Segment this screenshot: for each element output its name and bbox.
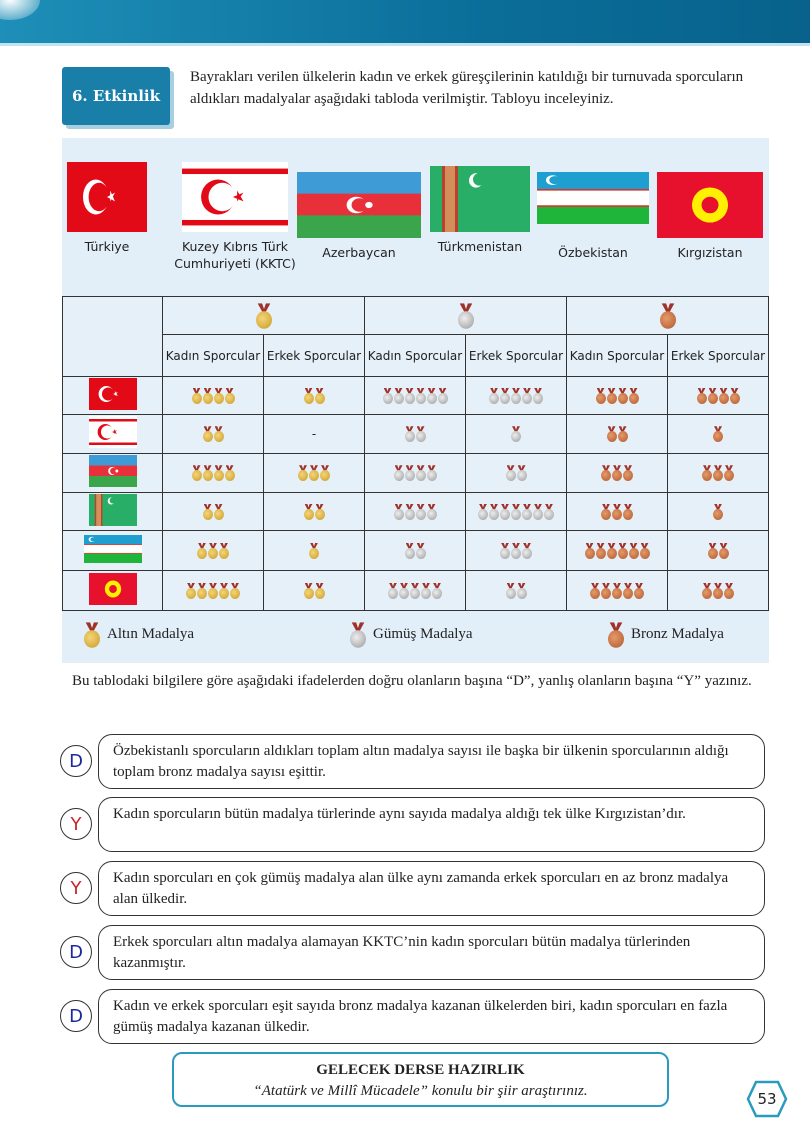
flag-item-kktc — [172, 162, 298, 272]
legend-gold-label: Altın Madalya — [107, 626, 195, 642]
bronze-medal-icon — [601, 504, 611, 520]
gold-medal-icon — [214, 504, 224, 520]
silver-kadin-cell — [365, 454, 466, 493]
table-row-ozbekistan — [63, 531, 769, 571]
bronze-medal-icon — [629, 388, 639, 404]
answer-circle[interactable]: Y — [60, 808, 92, 840]
bronze-medal-icon — [713, 426, 723, 442]
gold-medal-icon — [197, 583, 207, 599]
gold-medal-icon — [320, 465, 330, 481]
silver-medal-icon — [421, 583, 431, 599]
silver-medal-icon — [405, 504, 415, 520]
silver-medal-icon — [388, 583, 398, 599]
silver-kadin-cell — [365, 571, 466, 611]
next-lesson-box — [172, 1052, 669, 1107]
page-number-label: 53 — [757, 1090, 777, 1108]
row-flag-cell — [63, 493, 163, 531]
country-label: Azerbaycan — [322, 245, 396, 260]
silver-medal-icon — [533, 388, 543, 404]
statement-box: Kadın sporcuların bütün madalya türlerinde aynı sayıda madalya aldığı tek ülke Kırgızistan’dır. — [98, 797, 765, 852]
medal-table — [62, 296, 769, 611]
statement-box: Kadın ve erkek sporcuları eşit sayıda bronz madalya kazanan ülkelerden biri, kadın sporcuları en fazla gümüş madalya kazanan ülkedir. — [98, 989, 765, 1044]
silver-medal-icon — [489, 504, 499, 520]
silver-medal-icon — [405, 426, 415, 442]
silver-medal-icon — [500, 543, 510, 559]
gold-medal-icon — [298, 465, 308, 481]
country-label: Türkiye — [84, 239, 130, 254]
bronze-medal-icon — [697, 388, 707, 404]
gold-medal-icon — [208, 583, 218, 599]
gold-medal-icon — [315, 583, 325, 599]
bronze-medal-icon — [596, 543, 606, 559]
corner-cell — [63, 297, 163, 377]
bronze-erkek-cell — [668, 415, 769, 454]
table-row-turkiye — [63, 377, 769, 415]
silver-erkek-cell — [466, 571, 567, 611]
question-text: Bu tablodaki bilgilere göre aşağıdaki ifadelerden doğru olanların başına “D”, yanlış olanların başına “Y” yazınız. — [72, 673, 752, 689]
legend-gold — [86, 626, 194, 643]
gold-medal-icon — [256, 303, 272, 329]
flag-turkmenistan-icon — [89, 494, 137, 526]
bronze-medal-icon — [612, 465, 622, 481]
gold-erkek-cell — [264, 493, 365, 531]
activity-badge: 6. Etkinlik — [62, 67, 170, 125]
bronze-kadin-cell — [567, 531, 668, 571]
bronze-medal-icon — [730, 388, 740, 404]
silver-medal-icon — [478, 504, 488, 520]
table-row-kirgizistan — [63, 571, 769, 611]
bronze-medal-icon — [702, 465, 712, 481]
row-flag-cell — [63, 377, 163, 415]
table-row-kktc — [63, 415, 769, 454]
gold-erkek-cell — [264, 377, 365, 415]
silver-medal-icon — [517, 583, 527, 599]
gold-medal-icon — [208, 543, 218, 559]
table-row-turkmenistan — [63, 493, 769, 531]
gold-medal-icon — [192, 388, 202, 404]
gold-medal-icon — [214, 426, 224, 442]
gold-medal-icon — [203, 388, 213, 404]
bronze-kadin-cell — [567, 454, 668, 493]
bronze-medal-icon — [618, 426, 628, 442]
bronze-medal-icon — [585, 543, 595, 559]
gold-erkek-cell — [264, 454, 365, 493]
bronze-medal-icon — [618, 388, 628, 404]
flag-kktc-icon — [182, 162, 288, 232]
gold-kadin-cell — [163, 415, 264, 454]
row-flag-cell — [63, 415, 163, 454]
flag-item-azerbaycan — [287, 172, 431, 261]
flag-azerbaycan-icon — [89, 455, 137, 487]
silver-erkek-cell — [466, 493, 567, 531]
silver-kadin-cell — [365, 377, 466, 415]
next-lesson-text: “Atatürk ve Millî Mücadele” konulu bir şiir araştırınız. — [253, 1083, 588, 1099]
silver-header — [365, 297, 567, 335]
gold-medal-icon — [225, 388, 235, 404]
header-banner — [0, 0, 810, 46]
silver-medal-icon — [432, 583, 442, 599]
silver-medal-icon — [405, 543, 415, 559]
bronze-medal-icon — [596, 388, 606, 404]
silver-erkek-cell — [466, 454, 567, 493]
silver-medal-icon — [427, 504, 437, 520]
silver-medal-icon — [394, 465, 404, 481]
silver-medal-icon — [500, 388, 510, 404]
gold-medal-icon — [304, 583, 314, 599]
country-label: Kırgızistan — [677, 245, 743, 260]
activity-intro: Bayrakları verilen ülkelerin kadın ve erkek güreşçilerinin katıldığı bir turnuvada sporcuların aldıkları madalyalar aşağıdaki tabloda verilmiştir. Tabloyu inceleyiniz. — [190, 69, 744, 107]
legend-silver — [352, 626, 473, 643]
row-flag-cell — [63, 454, 163, 493]
silver-medal-icon — [533, 504, 543, 520]
page-number — [746, 1080, 788, 1118]
bronze-medal-icon — [607, 543, 617, 559]
silver-medal-icon — [522, 504, 532, 520]
flag-ozbekistan-icon — [84, 535, 142, 563]
flag-item-turkiye — [57, 162, 157, 255]
answer-circle[interactable]: D — [60, 936, 92, 968]
flag-kirgizistan-icon — [657, 172, 763, 238]
bronze-erkek-cell — [668, 377, 769, 415]
bronze-medal-icon — [601, 583, 611, 599]
bronze-medal-icon — [623, 465, 633, 481]
bronze-kadin-cell — [567, 493, 668, 531]
silver-medal-icon — [416, 504, 426, 520]
gold-medal-icon — [219, 583, 229, 599]
silver-medal-icon — [416, 426, 426, 442]
statement-box: Kadın sporcuları en çok gümüş madalya alan ülke aynı zamanda erkek sporcuları en az bronz madalya alan ülkedir. — [98, 861, 765, 916]
bronze-medal-icon — [719, 543, 729, 559]
silver-medal-icon — [383, 388, 393, 404]
flag-turkiye-icon — [67, 162, 147, 232]
flag-item-kirgizistan — [647, 172, 773, 261]
medal-type-header-row — [63, 297, 769, 335]
bronze-kadin-cell — [567, 377, 668, 415]
gold-kadin-cell — [163, 377, 264, 415]
silver-medal-icon — [399, 583, 409, 599]
silver-kadin-cell — [365, 493, 466, 531]
medal-panel — [62, 138, 769, 663]
silver-medal-icon — [500, 504, 510, 520]
gold-kadin-cell — [163, 454, 264, 493]
gold-kadin-cell — [163, 493, 264, 531]
row-flag-cell — [63, 571, 163, 611]
flag-item-turkmenistan — [420, 166, 540, 255]
silver-erkek-cell — [466, 531, 567, 571]
bronze-medal-icon — [612, 504, 622, 520]
bronze-medal-icon — [629, 543, 639, 559]
silver-medal-icon — [416, 465, 426, 481]
gold-erkek-cell — [264, 531, 365, 571]
gold-medal-icon — [214, 388, 224, 404]
silver-medal-icon — [511, 388, 521, 404]
gold-medal-icon — [304, 388, 314, 404]
answer-circle[interactable]: D — [60, 745, 92, 777]
gold-medal-icon — [203, 426, 213, 442]
flag-item-ozbekistan — [527, 172, 659, 261]
subheader-cell: Erkek Sporcular — [668, 335, 769, 377]
gold-medal-icon — [197, 543, 207, 559]
gold-medal-icon — [315, 388, 325, 404]
flag-ozbekistan-icon — [537, 172, 649, 224]
silver-medal-icon — [506, 465, 516, 481]
bronze-medal-icon — [623, 583, 633, 599]
answer-circle[interactable]: Y — [60, 872, 92, 904]
bronze-medal-icon — [601, 465, 611, 481]
empty-mark: - — [311, 427, 317, 441]
gold-medal-icon — [186, 583, 196, 599]
flag-turkmenistan-icon — [430, 166, 530, 232]
bronze-medal-icon — [713, 583, 723, 599]
bronze-erkek-cell — [668, 493, 769, 531]
bronze-kadin-cell — [567, 571, 668, 611]
gold-medal-icon — [203, 465, 213, 481]
gold-medal-icon — [225, 465, 235, 481]
bronze-medal-icon — [713, 504, 723, 520]
silver-medal-icon — [517, 465, 527, 481]
gold-erkek-cell — [264, 571, 365, 611]
silver-medal-icon — [416, 388, 426, 404]
silver-medal-icon — [522, 543, 532, 559]
bronze-erkek-cell — [668, 571, 769, 611]
gold-medal-icon — [192, 465, 202, 481]
silver-medal-icon — [511, 504, 521, 520]
bronze-kadin-cell — [567, 415, 668, 454]
subheader-cell: Erkek Sporcular — [264, 335, 365, 377]
bronze-medal-icon — [590, 583, 600, 599]
flag-kktc-icon — [89, 416, 137, 448]
bronze-medal-icon — [623, 504, 633, 520]
gold-medal-icon — [219, 543, 229, 559]
silver-medal-icon — [394, 504, 404, 520]
bronze-medal-icon — [719, 388, 729, 404]
legend-silver-label: Gümüş Madalya — [373, 626, 473, 642]
answer-circle[interactable]: D — [60, 1000, 92, 1032]
silver-medal-icon — [405, 388, 415, 404]
flag-turkiye-icon — [89, 378, 137, 410]
legend-bronze-label: Bronz Madalya — [631, 626, 724, 642]
bronze-medal-icon — [724, 465, 734, 481]
bronze-medal-icon — [708, 388, 718, 404]
country-label: Özbekistan — [558, 245, 628, 260]
flags-row — [62, 162, 769, 292]
silver-medal-icon — [522, 388, 532, 404]
gold-header — [163, 297, 365, 335]
bronze-medal-icon — [607, 388, 617, 404]
row-flag-cell — [63, 531, 163, 571]
gold-kadin-cell — [163, 571, 264, 611]
gold-kadin-cell — [163, 531, 264, 571]
bronze-medal-icon — [618, 543, 628, 559]
bronze-header — [567, 297, 769, 335]
silver-kadin-cell — [365, 415, 466, 454]
statement-box: Özbekistanlı sporcuların aldıkları toplam altın madalya sayısı ile başka bir ülkenin sporcularının aldığı toplam bronz madalya sayısı eşittir. — [98, 734, 765, 789]
bronze-medal-icon — [640, 543, 650, 559]
silver-erkek-cell — [466, 415, 567, 454]
silver-medal-icon — [506, 583, 516, 599]
silver-medal-icon — [511, 426, 521, 442]
gold-medal-icon — [309, 465, 319, 481]
gold-medal-icon — [84, 622, 100, 648]
subheader-cell: Kadın Sporcular — [567, 335, 668, 377]
sub-header-row — [63, 335, 769, 377]
silver-medal-icon — [458, 303, 474, 329]
bronze-medal-icon — [713, 465, 723, 481]
silver-medal-icon — [410, 583, 420, 599]
bronze-medal-icon — [607, 426, 617, 442]
silver-erkek-cell — [466, 377, 567, 415]
silver-medal-icon — [405, 465, 415, 481]
flag-kirgizistan-icon — [89, 573, 137, 605]
subheader-cell: Kadın Sporcular — [163, 335, 264, 377]
gold-medal-icon — [230, 583, 240, 599]
bronze-erkek-cell — [668, 531, 769, 571]
gold-medal-icon — [315, 504, 325, 520]
country-label: Kuzey Kıbrıs Türk Cumhuriyeti (KKTC) — [174, 239, 296, 271]
silver-medal-icon — [489, 388, 499, 404]
gold-medal-icon — [203, 504, 213, 520]
bronze-medal-icon — [608, 622, 624, 648]
gold-medal-icon — [214, 465, 224, 481]
silver-medal-icon — [438, 388, 448, 404]
silver-medal-icon — [350, 622, 366, 648]
bronze-medal-icon — [612, 583, 622, 599]
next-lesson-title: GELECEK DERSE HAZIRLIK — [316, 1062, 525, 1078]
country-label: Türkmenistan — [437, 239, 523, 254]
silver-medal-icon — [427, 388, 437, 404]
gold-medal-icon — [309, 543, 319, 559]
bronze-medal-icon — [708, 543, 718, 559]
silver-medal-icon — [394, 388, 404, 404]
table-row-azerbaycan — [63, 454, 769, 493]
bronze-medal-icon — [702, 583, 712, 599]
bronze-medal-icon — [660, 303, 676, 329]
silver-medal-icon — [544, 504, 554, 520]
bronze-erkek-cell — [668, 454, 769, 493]
subheader-cell: Erkek Sporcular — [466, 335, 567, 377]
legend-bronze — [610, 626, 724, 643]
gold-medal-icon — [304, 504, 314, 520]
silver-medal-icon — [416, 543, 426, 559]
silver-kadin-cell — [365, 531, 466, 571]
gold-erkek-cell — [264, 415, 365, 454]
subheader-cell: Kadın Sporcular — [365, 335, 466, 377]
silver-medal-icon — [511, 543, 521, 559]
flag-azerbaycan-icon — [297, 172, 421, 238]
silver-medal-icon — [427, 465, 437, 481]
bronze-medal-icon — [634, 583, 644, 599]
statement-box: Erkek sporcuları altın madalya alamayan KKTC’nin kadın sporcuları bütün madalya türlerinden kazanmıştır. — [98, 925, 765, 980]
bronze-medal-icon — [724, 583, 734, 599]
